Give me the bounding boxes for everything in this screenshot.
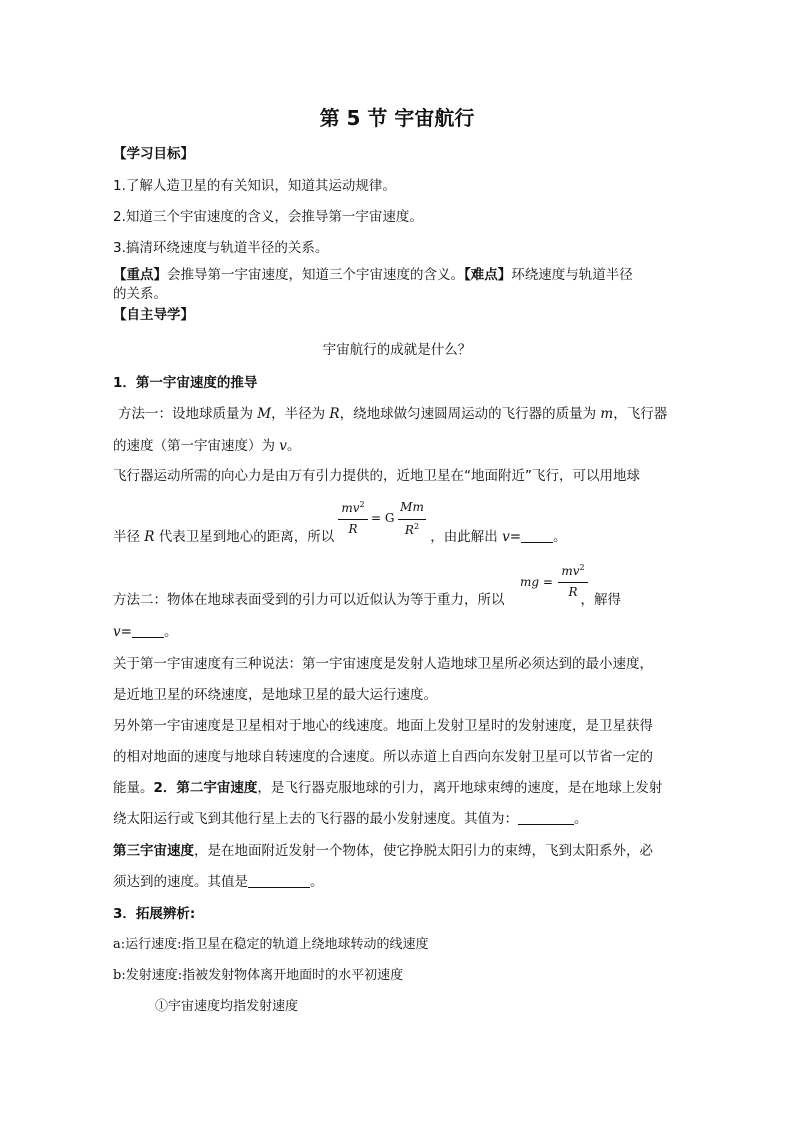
var-m: m [600, 406, 614, 422]
line4-text-e: 。 [553, 529, 567, 545]
method2-text-a: 方法二：物体在地球表面受到的引力可以近似认为等于重力，所以 [113, 592, 505, 608]
section3-item-a: a:运行速度:指卫星在稳定的轨道上绕地球转动的线速度 [113, 937, 429, 952]
hard-text: 环绕速度与轨道半径 [511, 267, 633, 283]
section1-heading: 1．第一宇宙速度的推导 [113, 375, 258, 391]
var-R-2: R [144, 529, 155, 545]
para2-line3 [113, 778, 662, 798]
line4-text-a: 半径 [113, 529, 145, 545]
eq1-bar-left [338, 519, 368, 520]
para1-line2: 是近地卫星的环绕速度，是地球卫星的最大运行速度。 [113, 687, 437, 703]
para3-text-b: ，是在地面附近发射一个物体，使它挣脱太阳引力的束缚，飞到太阳系外，必 [194, 843, 653, 859]
var-R: R [329, 406, 340, 422]
para2-text-c: ，是飞行器克服地球的引力，离开地球束缚的速度，是在地球上发射 [257, 780, 663, 796]
method1-line4 [113, 527, 567, 547]
para2-text-a: 能量。 [113, 780, 154, 796]
eq2-num: $mv^2$ [561, 563, 585, 578]
hard-label: 【难点】 [464, 267, 512, 283]
para2-text-d: 绕太阳运行或飞到其他行星上去的飞行器的最小发射速度。其值为： [113, 811, 518, 827]
method2-answer-line [113, 622, 177, 642]
objective-item-3: 3.搞清环绕速度与轨道半径的关系。 [113, 240, 329, 256]
eq1-den-left: R [348, 522, 358, 536]
para3-text-d: 。 [310, 874, 324, 890]
method1-text-f: 。 [286, 438, 301, 454]
method2-v-equals: v= [113, 624, 132, 640]
para3-line2 [113, 872, 324, 892]
answer-blank-2[interactable] [132, 623, 164, 638]
method1-line1 [118, 404, 667, 424]
para2-line2: 的相对地面的速度与地球自转速度的合速度。所以赤道上自西向东发射卫星可以节省一定的 [113, 749, 653, 765]
para3-text-c: 须达到的速度。其值是 [113, 874, 248, 890]
eq2-den: R [568, 585, 578, 599]
eq2-lhs: mg = [520, 575, 553, 589]
eq1-bar-right [398, 519, 426, 520]
key-text: 会推导第一宇宙速度，知道三个宇宙速度的含义。 [167, 267, 464, 283]
method1-line3: 飞行器运动所需的向心力是由万有引力提供的，近地卫星在“地面附近”飞行，可以用地球 [113, 468, 640, 484]
hard-text-cont: 的关系。 [113, 286, 167, 302]
var-M: M [257, 406, 272, 422]
eq1-den-right: $R^2$ [404, 522, 420, 537]
answer-blank-4[interactable] [248, 873, 310, 888]
answer-blank-3[interactable] [518, 810, 574, 825]
line4-text-c: ，由此解出 [430, 529, 503, 545]
method2-text-b: ，解得 [580, 592, 621, 608]
third-cosmic-velocity-label: 第三宇宙速度 [113, 843, 194, 859]
objective-item-1: 1.了解人造卫星的有关知识，知道其运动规律。 [113, 178, 396, 194]
method1-text-b: ，半径为 [271, 406, 330, 422]
self-study-question: 宇宙航行的成就是什么？ [322, 342, 472, 358]
method1-text-a: 方法一：设地球质量为 [118, 406, 258, 422]
para2-text-e: 。 [574, 811, 588, 827]
method1-text-d: ，飞行器 [613, 406, 668, 422]
para2-line1: 另外第一宇宙速度是卫星相对于地心的线速度。地面上发射卫星时的发射速度，是卫星获得 [113, 718, 653, 734]
answer-blank-1[interactable] [521, 528, 553, 543]
second-cosmic-velocity-label: 2．第二宇宙速度 [153, 780, 258, 796]
eq1-equals-G: = G [371, 511, 395, 525]
page-title: 第 5 节 宇宙航行 [319, 106, 475, 130]
para3-line1 [113, 841, 653, 861]
section3-note: ①宇宙速度均指发射速度 [155, 999, 299, 1014]
section3-item-b: b:发射速度:指被发射物体离开地面时的水平初速度 [113, 968, 404, 983]
eq1-num-right: Mm [400, 500, 424, 514]
self-study-heading: 【自主导学】 [113, 307, 194, 323]
eq1-num-left: $mv^2$ [341, 500, 365, 515]
eq2-bar [558, 582, 588, 583]
method1-text-c: ，绕地球做匀速圆周运动的飞行器的质量为 [339, 406, 601, 422]
var-v: v [279, 438, 287, 454]
key-points-line [113, 265, 633, 285]
method2-text-d: 。 [163, 624, 178, 640]
key-label: 【重点】 [113, 267, 167, 283]
line4-v-equals: v= [502, 529, 522, 545]
section3-heading: 3．拓展辨析: [113, 906, 196, 922]
para2-line4 [113, 809, 588, 829]
method2-line [113, 590, 621, 610]
para1-line1: 关于第一宇宙速度有三种说法：第一宇宙速度是发射人造地球卫星所必须达到的最小速度， [113, 656, 653, 672]
objectives-heading: 【学习目标】 [113, 146, 194, 162]
method1-text-e: 的速度（第一宇宙速度）为 [113, 438, 280, 454]
line4-text-b: 代表卫星到地心的距离，所以 [154, 529, 335, 545]
method1-line2 [113, 436, 300, 456]
objective-item-2: 2.知道三个宇宙速度的含义，会推导第一宇宙速度。 [113, 209, 423, 225]
